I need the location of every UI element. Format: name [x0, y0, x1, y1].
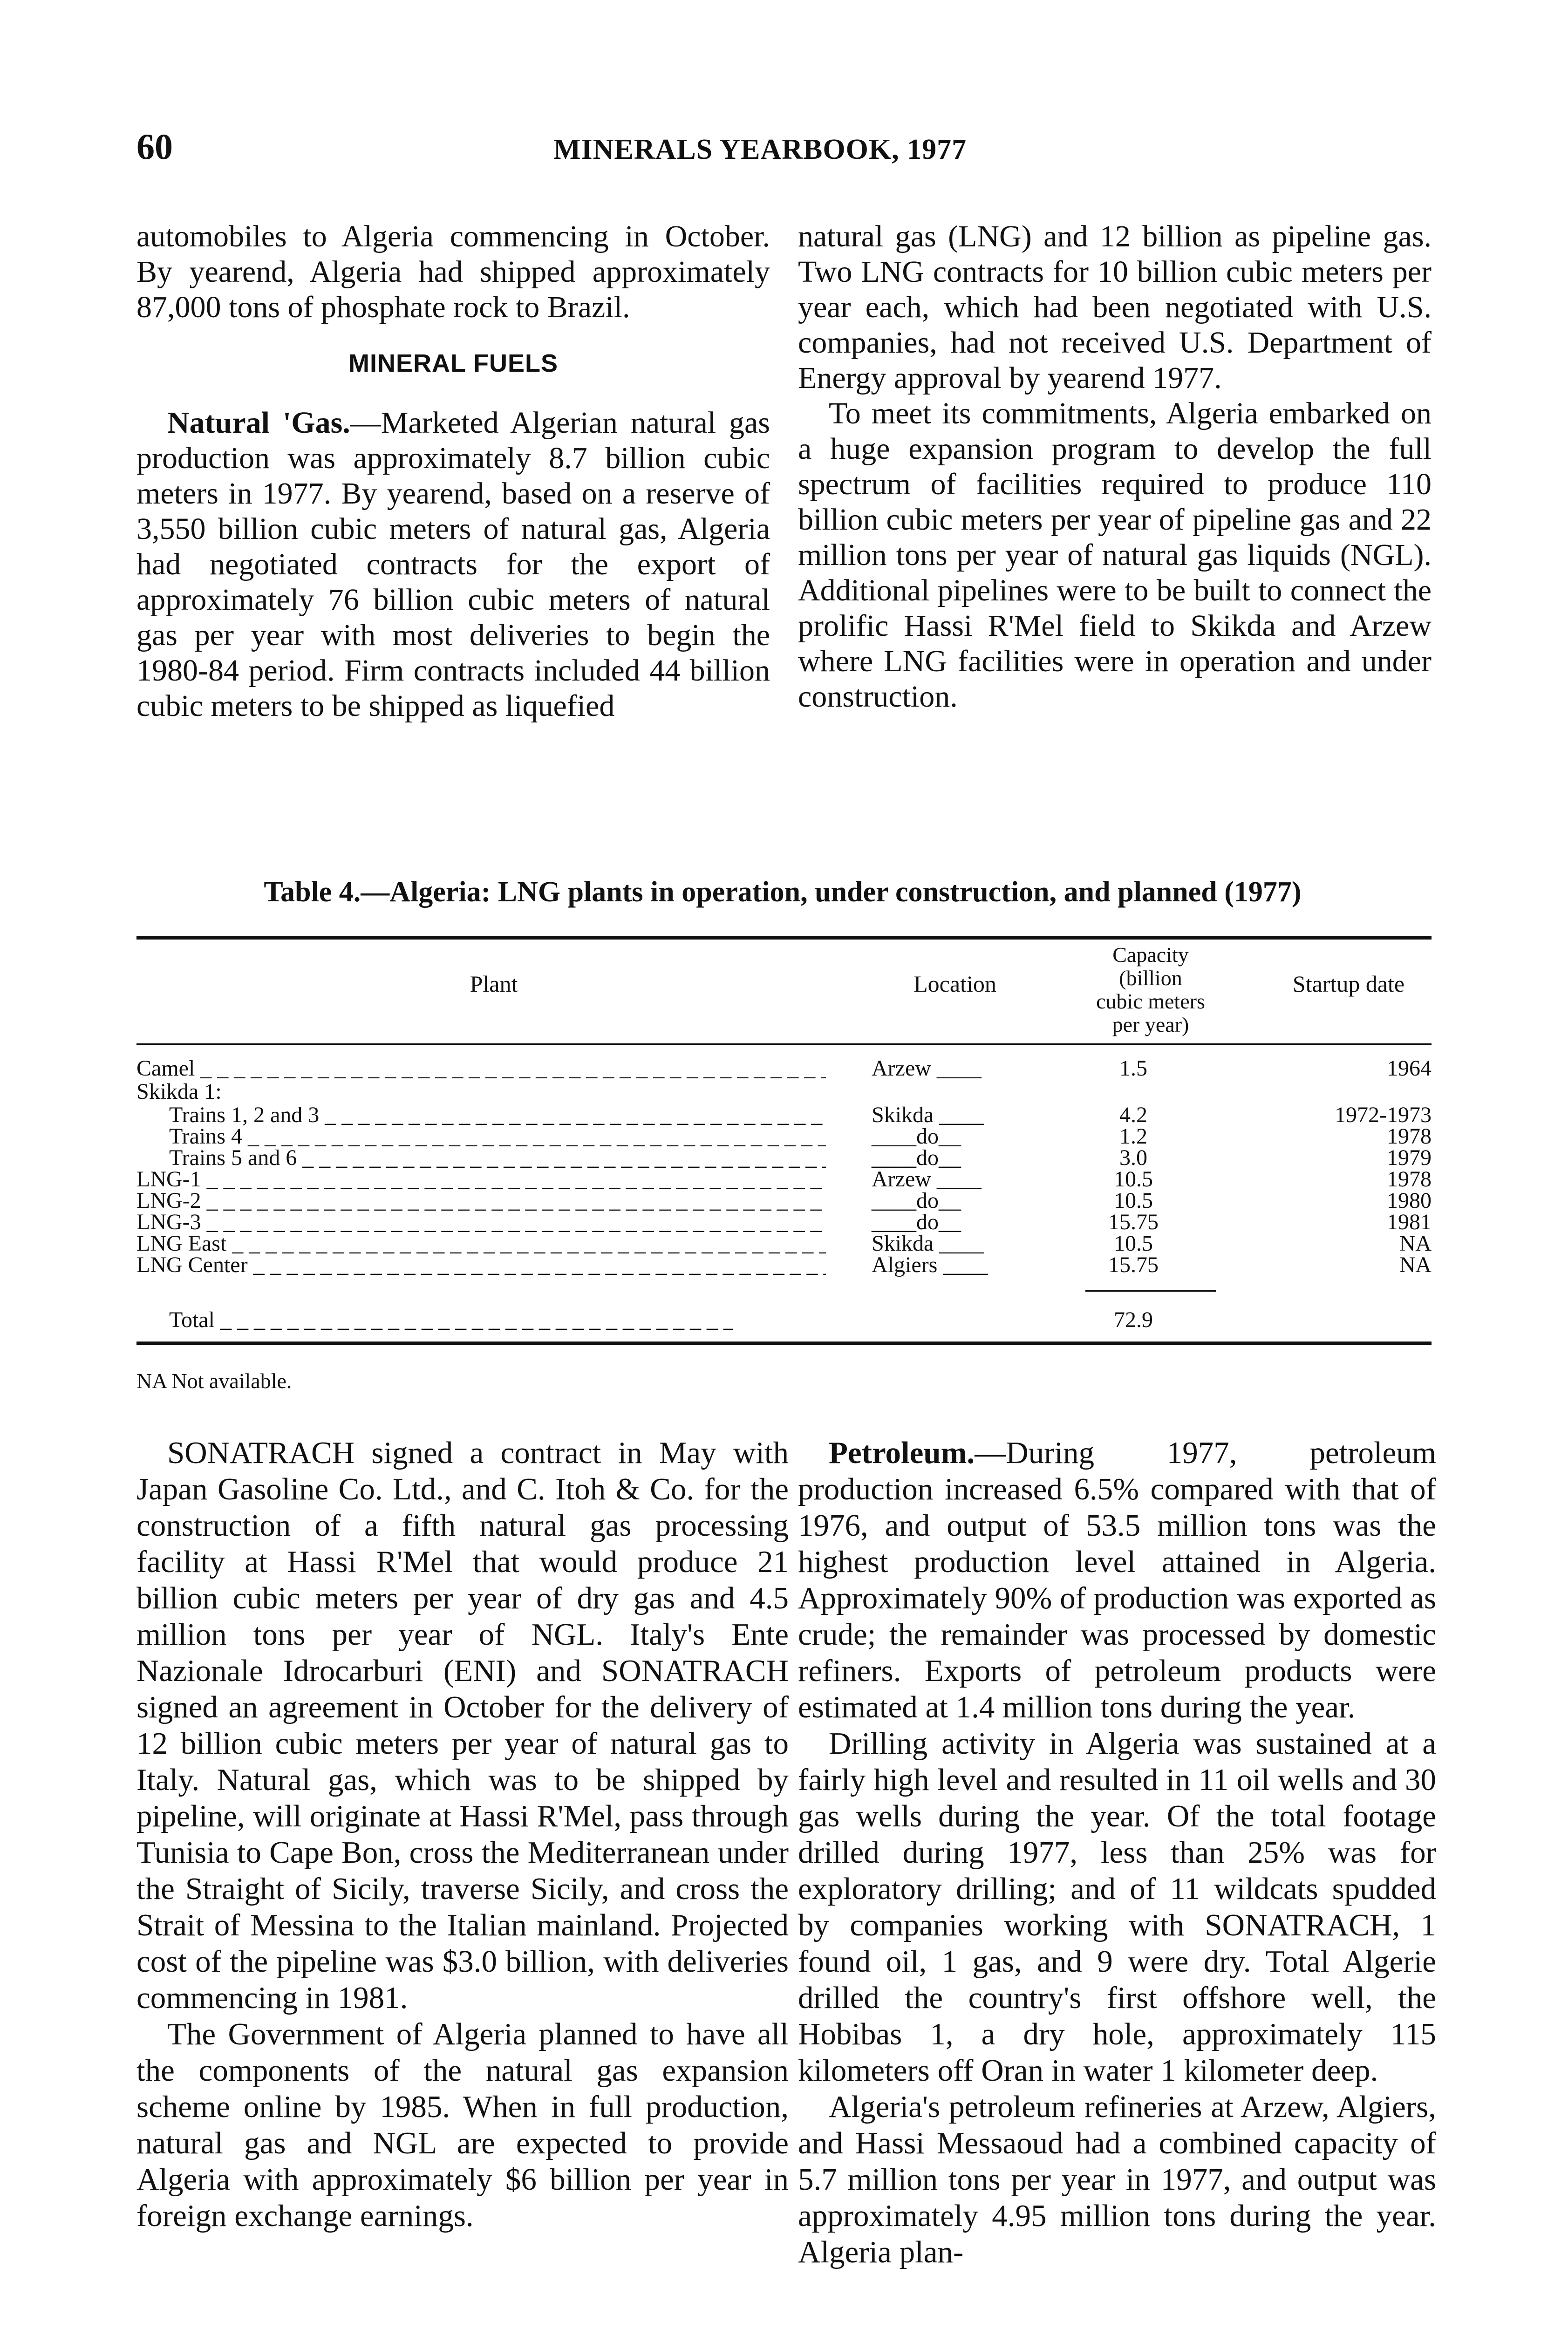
table-row — [136, 1189, 1432, 1213]
table-row — [136, 1124, 1432, 1149]
cell-capacity: 10.5 — [1114, 1167, 1153, 1192]
capacity-header-line: per year) — [1112, 1013, 1189, 1036]
cell-capacity: 1.2 — [1119, 1124, 1147, 1149]
cell-capacity: 10.5 — [1114, 1231, 1153, 1256]
table-bottom-rule — [136, 1342, 1432, 1345]
cell-location: Skikda ____ — [872, 1231, 984, 1256]
cell-location: ____do__ — [872, 1145, 961, 1170]
cell-startup: 1978 — [1387, 1167, 1432, 1192]
top-right-column — [798, 219, 1432, 715]
cell-plant: Camel _ _ _ — [136, 1056, 826, 1081]
cell-capacity: 1.5 — [1119, 1056, 1147, 1081]
cell-startup: 1980 — [1387, 1188, 1432, 1213]
cell-plant: LNG Center _ _ _ — [136, 1253, 826, 1277]
column-header-capacity — [1057, 943, 1244, 1036]
cell-capacity: 15.75 — [1108, 1210, 1159, 1234]
paragraph: Algeria's petroleum refineries at Arzew, Algiers, and Hassi Messaoud had a combined capacity of 5.7 million tons per year in 1977, and output was approximately 4.95 million tons during the year. Algeria plan- — [798, 2090, 1436, 2269]
table-row-total — [136, 1308, 1432, 1332]
table-row — [136, 1210, 1432, 1234]
table-row — [136, 1232, 1432, 1256]
petroleum-paragraph — [798, 1435, 1436, 1725]
column-header-startup-date: Startup date — [1292, 971, 1405, 997]
bottom-left-column — [136, 1435, 789, 2234]
table-top-rule — [136, 936, 1432, 940]
cell-location: Arzew ____ — [872, 1056, 982, 1081]
table-row — [136, 1167, 1432, 1192]
column-header-location: Location — [914, 971, 996, 997]
page-number: 60 — [136, 126, 173, 167]
table-footnote: NA Not available. — [136, 1369, 292, 1393]
cell-plant: Trains 4 _ _ _ — [169, 1124, 826, 1149]
table-row — [136, 1080, 1432, 1104]
run-in-heading: Petroleum. — [829, 1436, 975, 1470]
run-in-heading: Natural 'Gas. — [167, 406, 350, 440]
table-title: Table 4.—Algeria: LNG plants in operation, under construction, and planned (1977) — [264, 876, 1302, 908]
column-header-plant: Plant — [470, 971, 518, 997]
cell-startup: 1972-1973 — [1335, 1103, 1432, 1127]
bottom-right-column — [798, 1435, 1436, 2270]
cell-plant: Trains 5 and 6 _ _ _ — [169, 1146, 826, 1170]
paragraph: natural gas (LNG) and 12 billion as pipeline gas. Two LNG contracts for 10 billion cubic meters per year each, which had been negotiated with U.S. companies, had not received U.S. Department of Energy approval by yearend 1977. — [798, 219, 1432, 395]
cell-startup: NA — [1399, 1253, 1432, 1277]
table-row — [136, 1253, 1432, 1277]
cell-total-label: Total _ _ _ — [169, 1308, 733, 1332]
natural-gas-paragraph — [136, 405, 770, 724]
paragraph: Drilling activity in Algeria was sustained at a fairly high level and resulted in 11 oil wells and 30 gas wells during the year. Of the total footage drilled during 1977, less than 25% was for exploratory drilling; and of 11 wildcats spudded by companies working with SONATRACH, 1 found oil, 1 gas, and 9 were dry. Total Algerie drilled the country's first offshore well, the Hobibas 1, a dry hole, approximately 115 kilometers off Oran in water 1 kilometer deep. — [798, 1726, 1436, 2088]
cell-startup: 1979 — [1387, 1145, 1432, 1170]
table-row — [136, 1146, 1432, 1170]
capacity-header-line: cubic meters — [1096, 989, 1205, 1013]
cell-location: ____do__ — [872, 1124, 961, 1149]
cell-startup: 1981 — [1387, 1210, 1432, 1234]
cell-plant: LNG-2 _ _ _ — [136, 1189, 826, 1213]
total-sum-rule — [1085, 1290, 1216, 1292]
cell-location: Algiers ____ — [872, 1253, 988, 1277]
cell-location: Skikda ____ — [872, 1103, 984, 1127]
running-title: MINERALS YEARBOOK, 1977 — [553, 134, 967, 165]
cell-plant: LNG-3 _ _ _ — [136, 1210, 826, 1234]
cell-capacity: 10.5 — [1114, 1188, 1153, 1213]
cell-startup: NA — [1399, 1231, 1432, 1256]
table-header-rule — [136, 1043, 1432, 1045]
cell-location: ____do__ — [872, 1188, 961, 1213]
table-row — [136, 1103, 1432, 1127]
paragraph-text: —Marketed Algerian natural gas production was approximately 8.7 billion cubic meters in 1977. By yearend, based on a reserve of 3,550 billion cubic meters of natural gas, Algeria had negotiated contracts for the export of approximately 76 billion cubic meters of natural gas per year with most deliveries to begin the 1980-84 period. Firm contracts included 44 billion cubic meters to be shipped as liquefied — [136, 406, 770, 723]
section-heading-mineral-fuels: MINERAL FUELS — [348, 349, 558, 377]
cell-plant: Trains 1, 2 and 3 _ _ _ — [169, 1103, 826, 1127]
cell-capacity: 4.2 — [1119, 1103, 1147, 1127]
paragraph: To meet its commitments, Algeria embarked on a huge expansion program to develop the full spectrum of facilities required to produce 110 billion cubic meters per year of pipeline gas and 22 million tons per year of natural gas liquids (NGL). Additional pipelines were to be built to connect the prolific Hassi R'Mel field to Skikda and Arzew where LNG facilities were in operation and under construction. — [798, 396, 1432, 714]
cell-plant: Skikda 1: — [136, 1080, 222, 1104]
cell-total-capacity: 72.9 — [1114, 1308, 1153, 1332]
cell-capacity: 15.75 — [1108, 1253, 1159, 1277]
cell-location: ____do__ — [872, 1210, 961, 1234]
cell-capacity: 3.0 — [1119, 1145, 1147, 1170]
cell-plant: LNG East _ _ _ — [136, 1232, 826, 1256]
cell-plant: LNG-1 _ _ _ — [136, 1167, 826, 1192]
paragraph-text: —During 1977, petroleum production increased 6.5% compared with that of 1976, and output of 53.5 million tons was the highest production level attained in Algeria. Approximately 90% of production was exported as crude; the remainder was processed by domestic refiners. Exports of petroleum products were estimated at 1.4 million tons during the year. — [798, 1436, 1436, 1724]
capacity-header-line: Capacity — [1112, 943, 1189, 967]
top-left-column — [136, 219, 770, 724]
paragraph: automobiles to Algeria commencing in October. By yearend, Algeria had shipped approximately 87,000 tons of phosphate rock to Brazil. — [136, 219, 770, 324]
table-row — [136, 1056, 1432, 1081]
capacity-header-line: (billion — [1119, 966, 1182, 990]
cell-location: Arzew ____ — [872, 1167, 982, 1192]
cell-startup: 1978 — [1387, 1124, 1432, 1149]
paragraph: SONATRACH signed a contract in May with Japan Gasoline Co. Ltd., and C. Itoh & Co. for the construction of a fifth natural gas processing facility at Hassi R'Mel that would produce 21 billion cubic meters per year of dry gas and 4.5 million tons per year of NGL. Italy's Ente Nazionale Idrocarburi (ENI) and SONATRACH signed an agreement in October for the delivery of 12 billion cubic meters per year of natural gas to Italy. Natural gas, which was to be shipped by pipeline, will originate at Hassi R'Mel, pass through Tunisia to Cape Bon, cross the Mediterranean under the Straight of Sicily, traverse Sicily, and cross the Strait of Messina to the Italian mainland. Projected cost of the pipeline was $3.0 billion, with deliveries commencing in 1981. — [136, 1436, 789, 2015]
cell-startup: 1964 — [1387, 1056, 1432, 1081]
paragraph: The Government of Algeria planned to have all the components of the natural gas expansion scheme online by 1985. When in full production, natural gas and NGL are expected to provide Algeria with approximately $6 billion per year in foreign exchange earnings. — [136, 2017, 789, 2233]
